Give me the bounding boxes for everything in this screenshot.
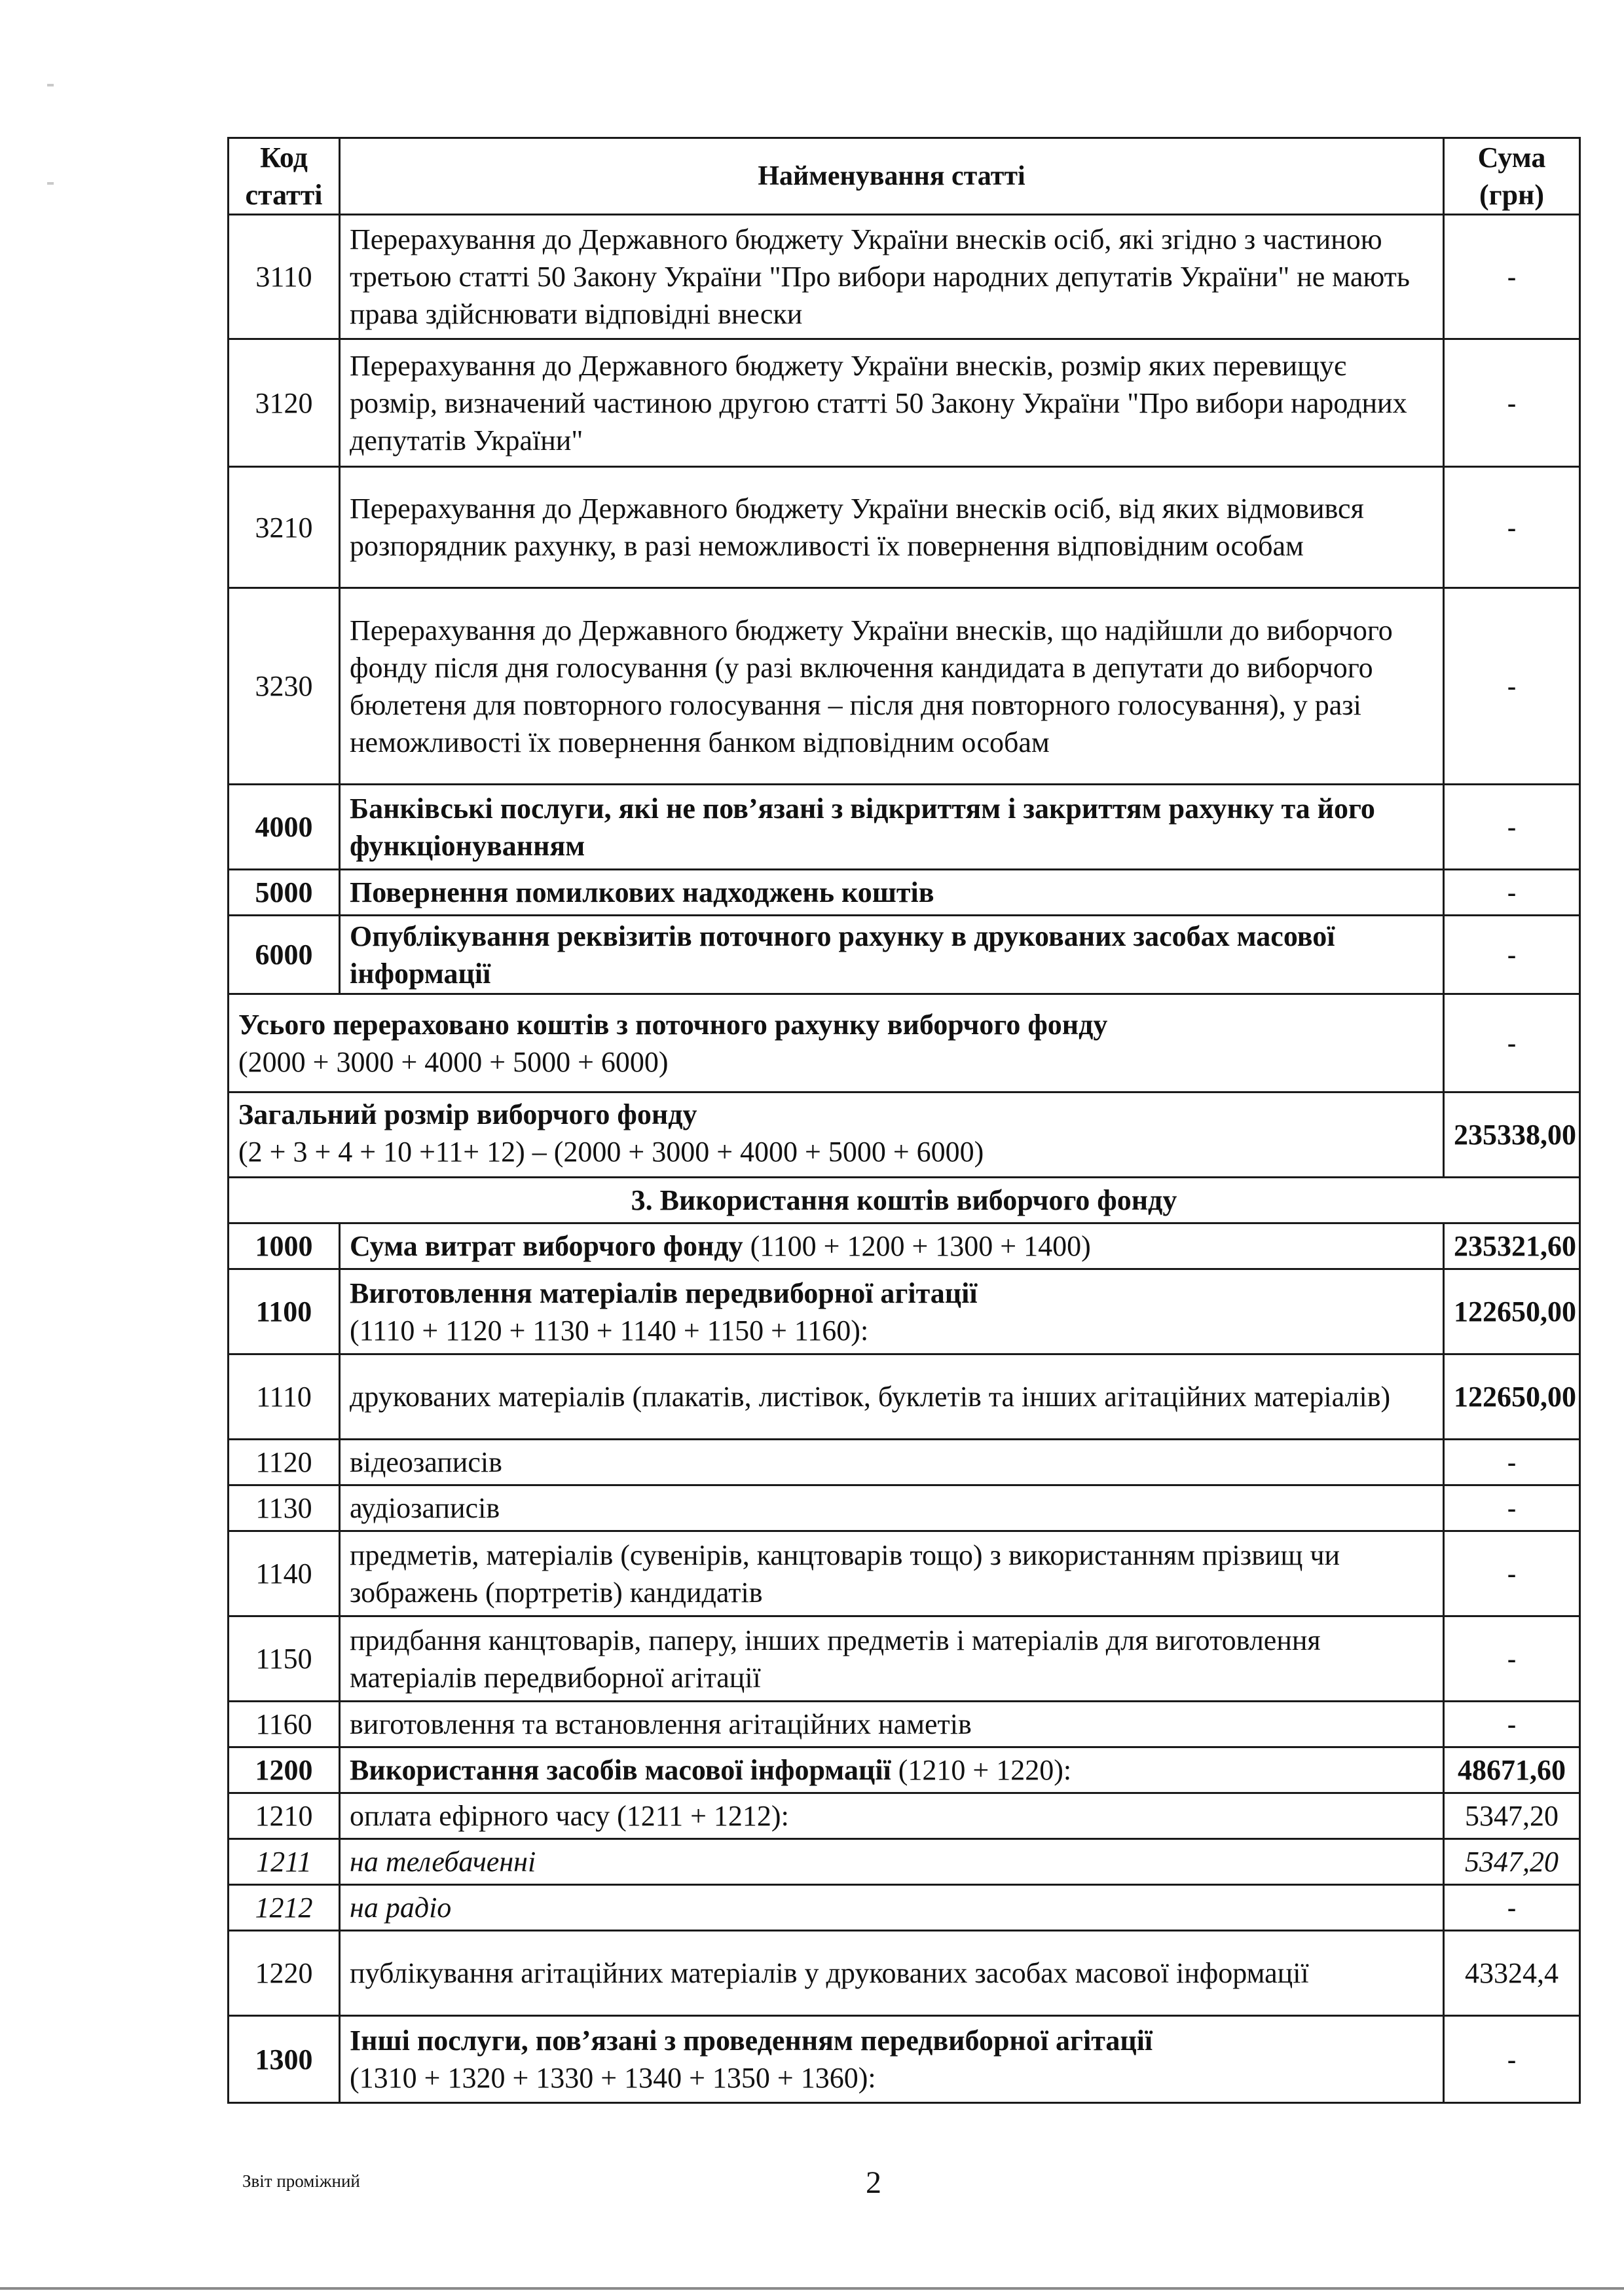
row-name: аудіозаписів	[340, 1485, 1444, 1531]
row-name: друкованих матеріалів (плакатів, листівок, буклетів та інших агітаційних матеріалів)	[340, 1354, 1444, 1440]
row-sum: 43324,4	[1444, 1931, 1580, 2016]
row-sum: -	[1444, 1485, 1580, 1531]
total-transferred-label: Усього перераховано коштів з поточного рахунку виборчого фонду	[238, 1008, 1108, 1041]
total-fund-cell	[229, 1092, 1444, 1178]
row-code: 1220	[229, 1931, 340, 2016]
row-code: 1211	[229, 1839, 340, 1885]
row-name: Перерахування до Державного бюджету України внесків осіб, від яких відмовився розпорядник рахунку, в разі неможливості їх повернення відповідним особам	[340, 467, 1444, 588]
row-sum: 122650,00	[1444, 1269, 1580, 1354]
total-fund-label: Загальний розмір виборчого фонду	[238, 1098, 697, 1130]
row-sum: -	[1444, 588, 1580, 785]
row-code: 1210	[229, 1793, 340, 1839]
row-name: Банківські послуги, які не пов’язані з відкриттям і закриттям рахунку та його функціонуванням	[340, 785, 1444, 870]
row-name	[340, 1269, 1444, 1354]
row-code: 3210	[229, 467, 340, 588]
header-name: Найменування статті	[340, 138, 1444, 215]
row-code: 1140	[229, 1531, 340, 1616]
row-sum: 122650,00	[1444, 1354, 1580, 1440]
row-name: на радіо	[340, 1885, 1444, 1931]
table-row	[229, 1931, 1580, 2016]
row-sum: -	[1444, 1616, 1580, 1702]
total-fund-sum: 235338,00	[1444, 1092, 1580, 1178]
section3-title: 3. Використання коштів виборчого фонду	[229, 1178, 1580, 1223]
row-name	[340, 1223, 1444, 1269]
page-number: 2	[866, 2165, 881, 2200]
row-code: 1150	[229, 1616, 340, 1702]
scan-edge-line	[0, 2287, 1624, 2290]
row-sum: -	[1444, 467, 1580, 588]
row-name: Перерахування до Державного бюджету України внесків осіб, які згідно з частиною третьою статті 50 Закону України "Про вибори народних депутатів України" не мають права здійснювати відповідні внески	[340, 215, 1444, 339]
row-code: 1120	[229, 1440, 340, 1485]
row-name: Перерахування до Державного бюджету України внесків, розмір яких перевищує розмір, визначений частиною другою статті 50 Закону України "Про вибори народних депутатів України"	[340, 339, 1444, 467]
row-name: Повернення помилкових надходжень коштів	[340, 870, 1444, 916]
table-row	[229, 1702, 1580, 1747]
row-code: 1212	[229, 1885, 340, 1931]
row-code: 1110	[229, 1354, 340, 1440]
row-name-formula: (1210 + 1220):	[891, 1754, 1072, 1786]
row-sum: -	[1444, 2016, 1580, 2103]
row-name: предметів, матеріалів (сувенірів, канцтоварів тощо) з використанням прізвищ чи зображень (портретів) кандидатів	[340, 1531, 1444, 1616]
row-name-bold: Інші послуги, пов’язані з проведенням передвиборної агітації	[350, 2024, 1153, 2057]
table-header-row	[229, 138, 1580, 215]
total-transferred-sum: -	[1444, 994, 1580, 1092]
table-row	[229, 1531, 1580, 1616]
row-code: 5000	[229, 870, 340, 916]
row-sum: -	[1444, 916, 1580, 994]
table-row	[229, 1885, 1580, 1931]
row-sum: -	[1444, 1531, 1580, 1616]
row-sum: 235321,60	[1444, 1223, 1580, 1269]
footer-report-type: Звіт проміжний	[242, 2171, 360, 2191]
row-code: 1000	[229, 1223, 340, 1269]
table-row	[229, 1793, 1580, 1839]
row-name	[340, 2016, 1444, 2103]
row-code: 1130	[229, 1485, 340, 1531]
table-row	[229, 467, 1580, 588]
row-sum: -	[1444, 1885, 1580, 1931]
row-code: 3110	[229, 215, 340, 339]
row-name	[340, 1747, 1444, 1793]
row-sum: -	[1444, 1702, 1580, 1747]
row-code: 3230	[229, 588, 340, 785]
row-sum: 5347,20	[1444, 1793, 1580, 1839]
table-row	[229, 1269, 1580, 1354]
row-sum: -	[1444, 785, 1580, 870]
row-sum: 5347,20	[1444, 1839, 1580, 1885]
row-code: 1100	[229, 1269, 340, 1354]
row-name: публікування агітаційних матеріалів у друкованих засобах масової інформації	[340, 1931, 1444, 2016]
row-name-bold: Виготовлення матеріалів передвиборної агітації	[350, 1277, 978, 1309]
header-code: Код статті	[229, 138, 340, 215]
total-transferred-row	[229, 994, 1580, 1092]
row-sum: -	[1444, 1440, 1580, 1485]
row-name: відеозаписів	[340, 1440, 1444, 1485]
table-row	[229, 1223, 1580, 1269]
row-code: 3120	[229, 339, 340, 467]
table-row	[229, 2016, 1580, 2103]
row-name: Опублікування реквізитів поточного рахунку в друкованих засобах масової інформації	[340, 916, 1444, 994]
row-code: 1160	[229, 1702, 340, 1747]
row-sum: -	[1444, 215, 1580, 339]
row-name-bold: Сума витрат виборчого фонду	[350, 1230, 743, 1262]
table-row	[229, 1485, 1580, 1531]
table-row	[229, 916, 1580, 994]
table-row	[229, 1616, 1580, 1702]
scan-artifact	[47, 182, 54, 185]
table-row	[229, 1747, 1580, 1793]
expenditure-report-table	[227, 137, 1581, 2104]
row-name: виготовлення та встановлення агітаційних наметів	[340, 1702, 1444, 1747]
table-row	[229, 339, 1580, 467]
row-name: оплата ефірного часу (1211 + 1212):	[340, 1793, 1444, 1839]
row-sum: 48671,60	[1444, 1747, 1580, 1793]
row-name: на телебаченні	[340, 1839, 1444, 1885]
table-row	[229, 785, 1580, 870]
row-name-formula: (1310 + 1320 + 1330 + 1340 + 1350 + 1360):	[350, 2062, 876, 2094]
row-name-formula: (1100 + 1200 + 1300 + 1400)	[743, 1230, 1091, 1262]
row-code: 1200	[229, 1747, 340, 1793]
scan-artifact	[47, 84, 54, 86]
row-sum: -	[1444, 870, 1580, 916]
row-code: 1300	[229, 2016, 340, 2103]
row-sum: -	[1444, 339, 1580, 467]
table-row	[229, 870, 1580, 916]
row-name-bold: Використання засобів масової інформації	[350, 1754, 891, 1786]
table-row	[229, 588, 1580, 785]
table-row	[229, 215, 1580, 339]
row-name: придбання канцтоварів, паперу, інших предметів і матеріалів для виготовлення матеріалів передвиборної агітації	[340, 1616, 1444, 1702]
table-row	[229, 1440, 1580, 1485]
total-transferred-formula: (2000 + 3000 + 4000 + 5000 + 6000)	[238, 1045, 669, 1078]
table-row	[229, 1839, 1580, 1885]
header-sum: Сума (грн)	[1444, 138, 1580, 215]
total-transferred-cell	[229, 994, 1444, 1092]
section-header-row	[229, 1178, 1580, 1223]
total-fund-formula: (2 + 3 + 4 + 10 +11+ 12) – (2000 + 3000 + 4000 + 5000 + 6000)	[238, 1136, 984, 1168]
row-name-formula: (1110 + 1120 + 1130 + 1140 + 1150 + 1160):	[350, 1314, 869, 1347]
row-code: 4000	[229, 785, 340, 870]
row-name: Перерахування до Державного бюджету України внесків, що надійшли до виборчого фонду після дня голосування (у разі включення кандидата в депутати до виборчого бюлетеня для повторного голосування – після дня повторного голосування), у разі неможливості їх повернення банком відповідним особам	[340, 588, 1444, 785]
total-fund-row	[229, 1092, 1580, 1178]
row-code: 6000	[229, 916, 340, 994]
table-row	[229, 1354, 1580, 1440]
